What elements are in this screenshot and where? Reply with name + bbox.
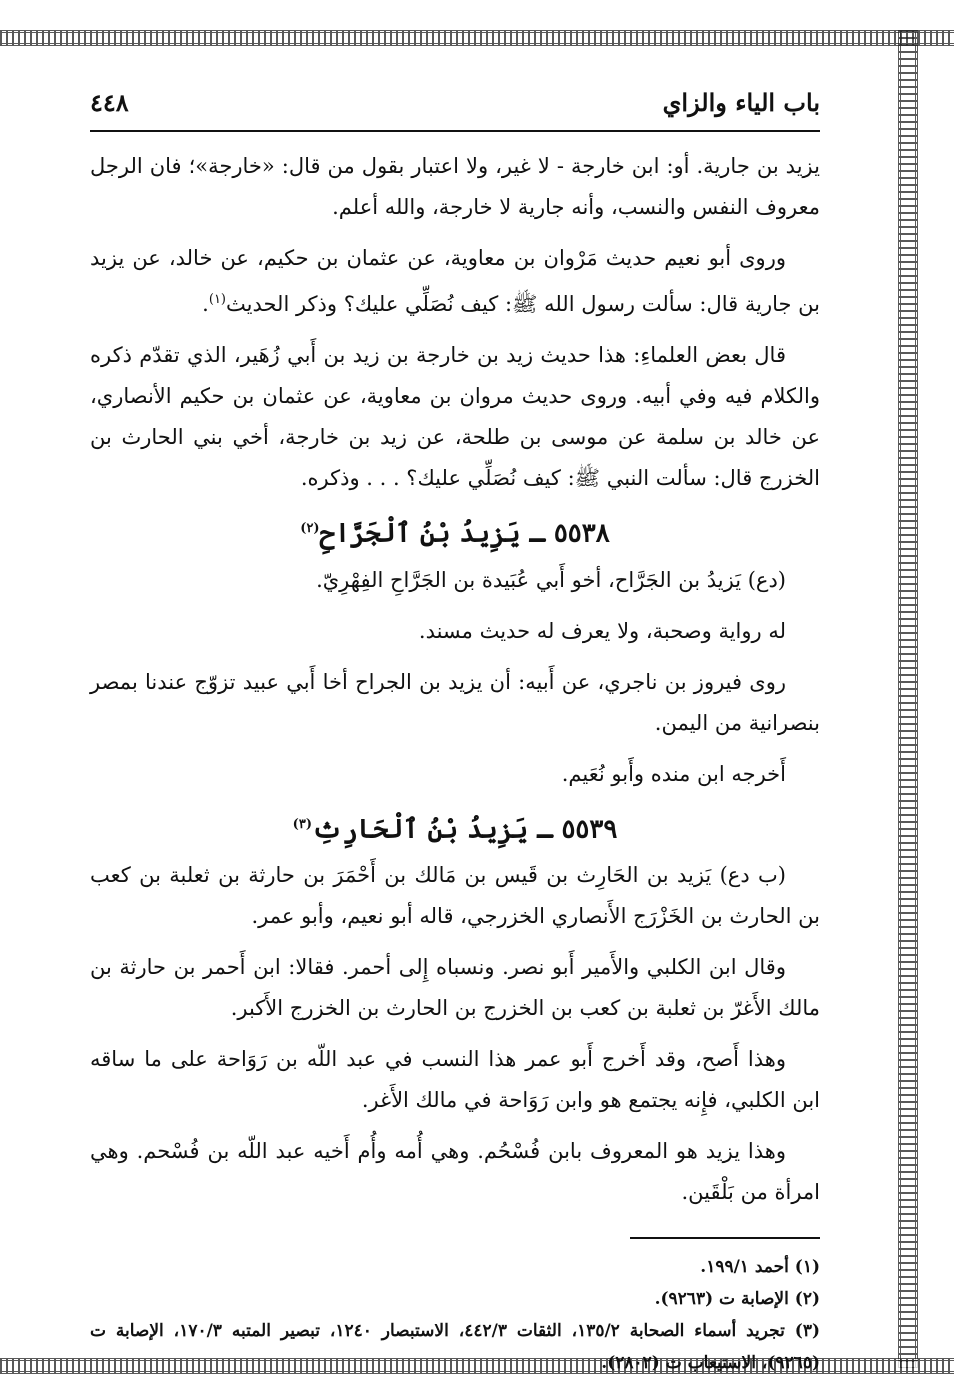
footnote: (١) أحمد ١٩٩/١. [700,1257,820,1278]
page-border-top [0,30,954,46]
footnote: (٣) تجريد أسماء الصحابة ١٣٥/٢، الثقات ٤٤٢/٣، الاستبصار ١٢٤٠، تبصير المتبه ١٧٠/٣، الإصابة ت (٩٢٦٥)، الاستيعاب ت (٢٨٠٢). [90,1321,821,1374]
paragraph-text: وروى أبو نعيم حديث مَرْوان بن معاوية، عن عثمان بن حكيم، عن خالد، عن يزيد بن جارية قال: سألت رسول الله ﷺ: كيف نُصَلِّي عليك؟ وذكر الحديث [90,246,820,316]
paragraph: له رواية وصحبة، ولا يعرف له حديث مسند. [418,618,786,643]
paragraph: وروى أبو نعيم حديث مَرْوان بن معاوية، عن عثمان بن حكيم، عن خالد، عن يزيد بن جارية قال: سألت رسول الله ﷺ: كيف نُصَلِّي عليك؟ وذكر الحديث$^{(١)}$. [90,246,820,316]
footnote-ref: (١) [208,292,226,307]
page-border-right [898,30,918,1368]
entry-heading [90,805,820,850]
paragraph: وهذا يزيد هو المعروف بابن فُسْحُم. وهي أُمه وأُم أَخيه عبد اللّه بن فُسْحم. وهي امرأة من بَلْقَين. [90,1139,820,1205]
entry-title: ٥٥٣٨ ـ يَزِيدُ بْنُ ٱلْجَرَّاحِ [319,518,610,549]
paragraph: (ب دع) يَزيد بن الحَارِث بن قَيس بن مَالك بن أَحْمَرَ بن حارثة بن ثعلبة بن كعب بن الحارث بن الخَزْرَج الأَنصاري الخزرجي، قاله أبو نعيم، وأبو عمر. [90,863,820,929]
running-header [90,88,820,132]
page-number: ٤٤٨ [90,88,129,117]
entry-heading [90,509,820,554]
running-title: باب الياء والزاي [662,88,820,117]
paragraph: وقال ابن الكلبي والأَمير أَبو نصر. ونسباه إِلى أحمر. فقالا: ابن أَحمر بن حارثة بن مالك الأَغرّ بن ثعلبة بن كعب بن الخزرج بن الحارث بن الخزرج الأَكبر. [90,955,820,1021]
footnote-ref: (٣) [292,816,312,832]
footnote-separator [630,1237,820,1239]
paragraph: يزيد بن جارية. أو: ابن خارجة - لا غير، ولا اعتبار بقول من قال: «خارجة»؛ فان الرجل معروف النفس والنسب، وأنه جارية لا خارجة، والله أعلم. [90,154,820,219]
entry-title: ٥٥٣٩ ـ يَزِيدُ بْنُ ٱلْحَارِثِ [311,814,618,845]
paragraph: (دع) يَزيدُ بن الجَرَّاح، أخو أَبي عُبَيدة بن الجَرَّاحِ الفِهْرِيّ. [316,567,786,592]
paragraph: أَخرجه ابن منده وأَبو نُعَيم. [561,761,786,786]
page-body [90,146,820,1379]
paragraph: قال بعض العلماءِ: هذا حديث زيد بن خارجة بن زيد بن أَبي زُهَير، الذي تقدّم ذكره والكلام فيه وفي أبيه. وروى حديث مروان بن معاوية، عن عثمان بن حكيم الأنصاري، عن خالد بن سلمة عن موسى بن طلحة، عن زيد بن خارجة، أخي بني الحارث بن الخزرج قال: سألت النبي ﷺ: كيف نُصَلِّي عليك؟ . . . وذكره. [90,343,820,490]
book-page [90,88,821,1374]
paragraph: وهذا أَصح، وقد أَخرج أَبو عمر هذا النسب في عبد اللّه بن رَوَاحة على ما ساقه ابن الكلبي، فإِنه يجتمع هو وابن رَوَاحة في مالك الأَغر. [90,1047,820,1113]
footnote: (٢) الإصابة ت (٩٢٦٣). [654,1289,820,1310]
footnote-ref: (٢) [300,521,320,536]
paragraph: روى فيروز بن ناجري، عن أَبيه: أن يزيد بن الجراح أخا أَبي عبيد تزوّج عندنا بمصر بنصرانية من اليمن. [90,669,820,735]
